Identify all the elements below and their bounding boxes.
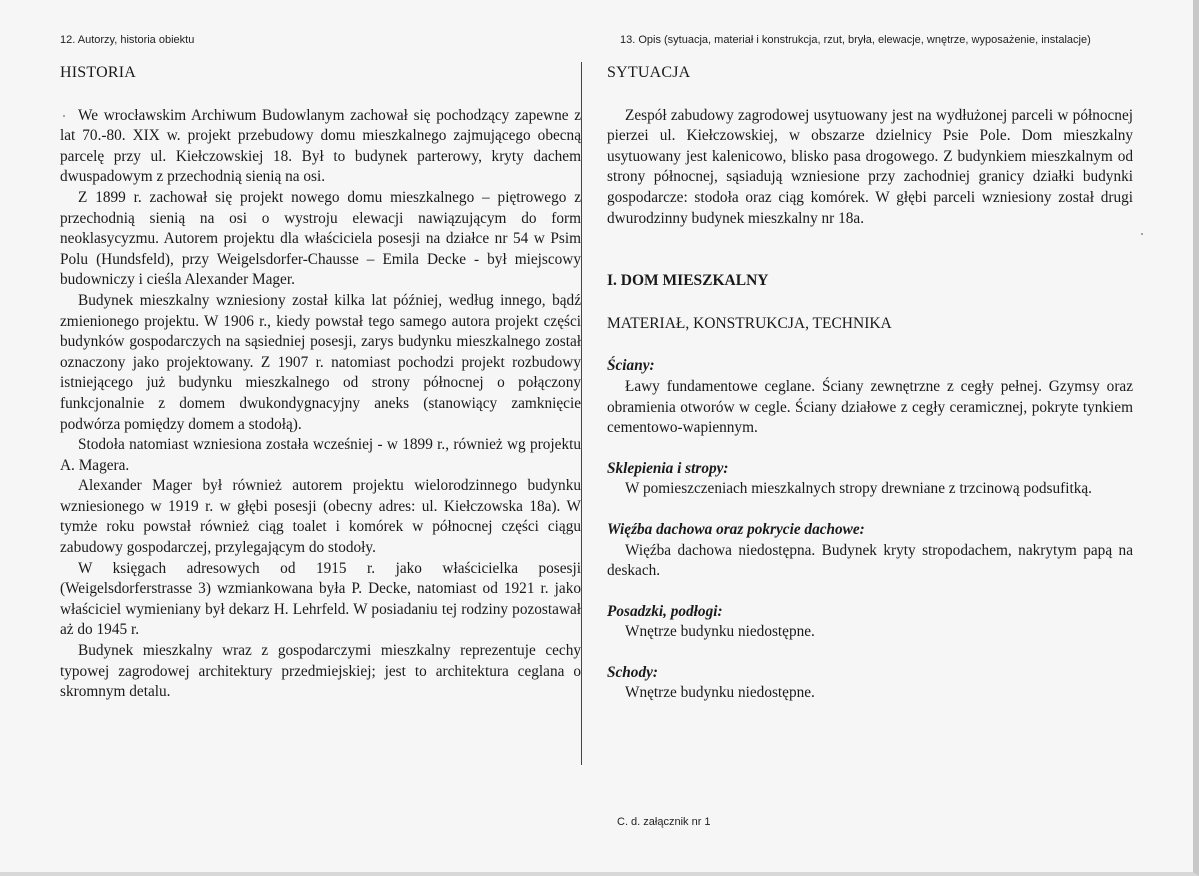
stairs-text: Wnętrze budynku niedostępne.	[625, 684, 815, 702]
scan-speck	[63, 115, 65, 117]
walls-item	[607, 356, 1133, 438]
column-divider	[581, 62, 582, 765]
history-paragraph-5: Alexander Mager był również autorem projektu wielorodzinnego budynku wzniesionego w 1919 r. w głębi posesji (obecny adres: ul. Kiełczowska 18a). W tymże roku powstał również ciąg toalet i komórek w północnej części ciągu zabudowy gospodarczej, przylegającym do stodoły.	[60, 477, 581, 557]
stairs-label: Schody:	[607, 663, 658, 681]
stairs-item	[607, 663, 1133, 704]
ceilings-label: Sklepienia i stropy:	[607, 459, 729, 477]
scan-speck	[1141, 233, 1143, 235]
walls-text: Ławy fundamentowe ceglane. Ściany zewnętrzne z cegły pełnej. Gzymsy oraz obramienia otworów w cegle. Ściany działowe z cegły ceramicznej, pokryte tynkiem cementowo-wapiennym.	[607, 377, 1133, 437]
roof-item	[607, 520, 1133, 582]
history-paragraph-2: Z 1899 r. zachował się projekt nowego domu mieszkalnego – piętrowego z przechodnią sienią na osi o wystroju elewacji nawiązującym do form neoklasycyzmu. Autorem projektu dla właściciela posesji na działce nr 54 w Psim Polu (Hundsfeld), przy Weigelsdorfer-Chausse – Emila Decke - był miejscowy budowniczy i cieśla Alexander Mager.	[60, 188, 581, 289]
history-paragraph-3: Budynek mieszkalny wzniesiony został kilka lat później, według innego, bądź zmienionego projektu. W 1906 r., kiedy powstał tego samego autora projekt części budynków gospodarczych na sąsiedniej posesji, zarys budynku mieszkalnego został oznaczony jako projektowany. Z 1907 r. natomiast pochodzi projekt rozbudowy istniejącego już budynku mieszkalnego od strony północnej o połączony funkcjonalnie z domem dwukondygnacyjny aneks (stanowiący zamknięcie podwórza pomiędzy domem a stodołą).	[60, 291, 581, 433]
history-paragraph-7: Budynek mieszkalny wraz z gospodarczymi mieszkalny reprezentuje cechy typowej zagrodowej architektury przedmiejskiej; jest to architektura ceglana o skromnym detalu.	[60, 642, 581, 701]
history-paragraph-4: Stodoła natomiast wzniesiona została wcześniej - w 1899 r., również wg projektu A. Magera.	[60, 436, 581, 474]
history-column	[60, 63, 581, 703]
history-paragraph-1: We wrocławskim Archiwum Budowlanym zachował się pochodzący zapewne z lat 70.-80. XIX w. projekt przebudowy domu mieszkalnego zajmującego obecną parcelę przy ul. Kiełczowskiej 18. Był to budynek parterowy, kryty dachem dwuspadowym z przechodnią sienią na osi.	[60, 106, 581, 186]
ceilings-text: W pomieszczeniach mieszkalnych stropy drewniane z trzcinową podsufitką.	[625, 480, 1092, 498]
house-subtitle: MATERIAŁ, KONSTRUKCJA, TECHNIKA	[607, 314, 892, 332]
left-column-header: 12. Autorzy, historia obiektu	[60, 34, 195, 46]
house-section-title: I. DOM MIESZKALNY	[607, 272, 769, 290]
ceilings-item	[607, 459, 1133, 500]
description-column	[607, 63, 1133, 724]
history-paragraph-6: W księgach adresowych od 1915 r. jako właścicielka posesji (Weigelsdorferstrasse 3) wzmiankowana była P. Decke, natomiast od 1921 r. jako właściciel wymieniany był dekarz H. Lehrfeld. W posiadaniu tej rodziny pozostawał aż do 1945 r.	[60, 559, 581, 639]
floors-label: Posadzki, podłogi:	[607, 602, 723, 620]
roof-label: Więźba dachowa oraz pokrycie dachowe:	[607, 520, 865, 538]
floors-text: Wnętrze budynku niedostępne.	[625, 623, 815, 641]
situation-text: Zespół zabudowy zagrodowej usytuowany jest na wydłużonej parceli w północnej pierzei ul. Kiełczowskiej, w obszarze dzielnicy Psie Pole. Dom mieszkalny usytuowany jest kalenicowo, blisko pasa drogowego. Z budynkiem mieszkalnym od strony północnej, sąsiadują wzniesione przy zachodniej granicy działki budynki gospodarcze: stodoła oraz ciąg komórek. W głębi parceli wzniesiony został drugi dwurodzinny budynek mieszkalny nr 18a.	[607, 106, 1133, 227]
right-column-header: 13. Opis (sytuacja, materiał i konstrukcja, rzut, bryła, elewacje, wnętrze, wyposażenie, instalacje)	[620, 34, 1091, 46]
footer-note: C. d. załącznik nr 1	[617, 816, 711, 828]
walls-label: Ściany:	[607, 357, 655, 375]
roof-text: Więźba dachowa niedostępna. Budynek kryty stropodachem, nakrytym papą na deskach.	[607, 541, 1133, 580]
history-title: HISTORIA	[60, 64, 136, 81]
situation-title: SYTUACJA	[607, 64, 691, 81]
floors-item	[607, 602, 1133, 643]
